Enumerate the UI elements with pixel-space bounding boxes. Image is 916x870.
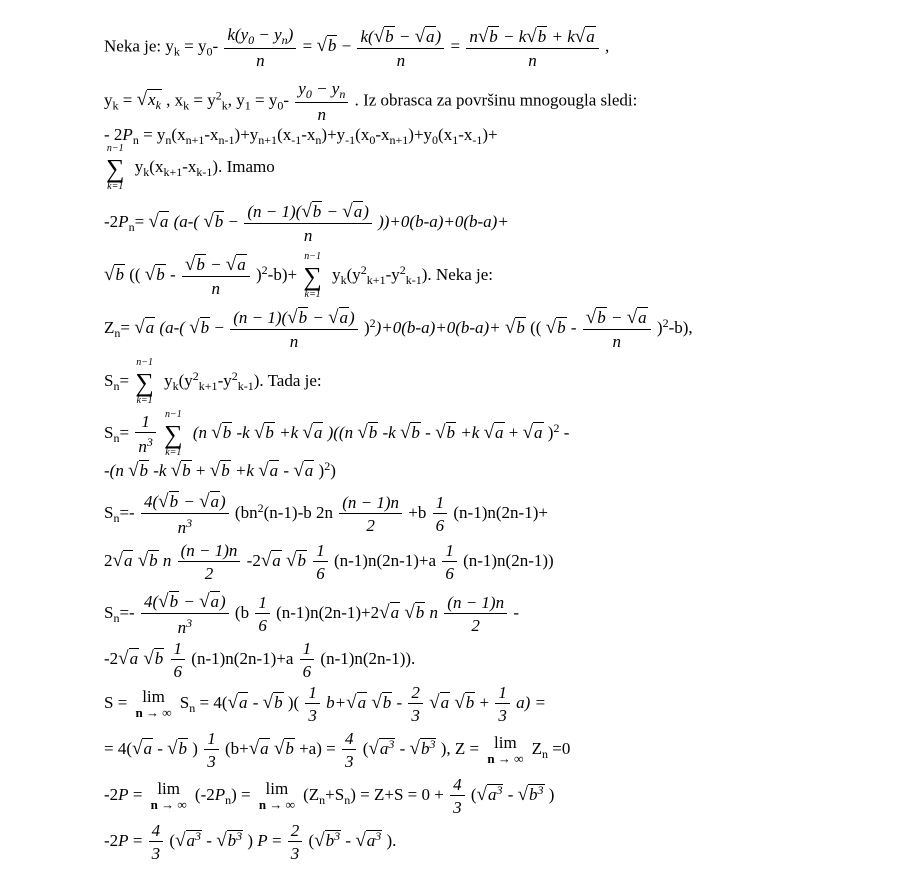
fraction: $\frac{4(√b - √a)}{n^3}$ (141, 592, 229, 636)
limit: lim n → ∞ (487, 732, 524, 767)
fraction: $\frac{(n - 1)n}{2}$ (339, 494, 402, 534)
limit: lim n → ∞ (258, 778, 295, 813)
fraction: $\frac{1}{6}$ (300, 640, 315, 680)
fraction: $\frac{1}{6}$ (313, 542, 328, 582)
sum-symbol: n−1 ∑ k=1 (135, 357, 154, 406)
fraction: $\frac{1}{3}$ (495, 684, 510, 724)
text: = y (179, 36, 207, 56)
fraction: $\frac{1}{3}$ (305, 684, 320, 724)
fraction: $\frac{1}{3}$ (204, 730, 219, 770)
fraction: $\frac{1}{6}$ (442, 542, 457, 582)
fraction: $\frac{k(y_0 - y_n)}{n}$ (224, 26, 296, 69)
sum-symbol: n−1 ∑ k=1 (106, 143, 125, 192)
eq-line-9: $S_n=$ $\frac{1}{n^3}$ n−1 ∑ k=1 (n √b -k √b +k √a )((n √b -k √b - √b +k √a + √a )$^2$ - (104, 409, 570, 458)
eq-line-18: -2P = $\frac{4}{3}$ ($√a^3 - √b^3$ ) P = $\frac{2}{3}$ ($√b^3 - √a^3$ ). (104, 821, 397, 863)
eq-line-11: $S_n=-$ $\frac{4(√b - √a)}{n^3}$ ($bn^2(n-1)-b$ 2n $\frac{(n - 1)n}{2}$ +b $\frac{1}{6}$ (n-1)n(2n-1)+ (104, 491, 548, 537)
eq-line-13: $S_n=-$ $\frac{4(√b - √a)}{n^3}$ (b $\frac{1}{6}$ (n-1)n(2n-1)+2√a √b n $\frac{(n - 1)n}{2}$ - (104, 591, 519, 637)
fraction: $\frac{1}{6}$ (171, 640, 186, 680)
fraction: $\frac{(n - 1)n}{2}$ (178, 542, 241, 582)
fraction: $\frac{(n - 1)(√b - √a)}{n}$ (244, 202, 372, 244)
sqrt-b: √b (316, 35, 337, 57)
fraction: $\frac{2}{3}$ (408, 684, 423, 724)
sum-symbol: n−1 ∑ k=1 (303, 251, 322, 300)
fraction: $\frac{√b - √a}{n}$ (583, 308, 651, 350)
limit: lim n → ∞ (135, 686, 172, 721)
sum-symbol: n−1 ∑ k=1 (164, 409, 183, 458)
fraction: $\frac{(n - 1)n}{2}$ (444, 594, 507, 634)
eq-line-1: Neka je: $y_k = y_0-$ $\frac{k(y_0 - y_n)}{n}$ = √b − $\frac{k(√b - √a)}{n}$ = $\frac{n√b - k√b + k√a}{n}$ , (104, 25, 610, 70)
eq-line-4: n−1 ∑ k=1 $y_k(x_{k+1}-x_{k-1})$. Imamo (106, 143, 275, 192)
sqrt-xk: $√x_k$ (136, 89, 161, 113)
eq-line-16: = 4(√a - √b ) $\frac{1}{3}$ (b+√a √b +a) = $\frac{4}{3}$ ($√a^3 - √b^3$ ), Z = lim n → ∞ $Z_n =0$ (104, 729, 571, 771)
eq-line-15: S = lim n → ∞ $S_n = 4(√a - √b$ )( $\frac{1}{3}$ b+√a √b - $\frac{2}{3}$ √a √b + $\frac{1}{3}$ a) = (104, 683, 547, 725)
eq-line-6: √b (( √b - $\frac{√b - √a}{n}$ )$^2$-b)+ n−1 ∑ k=1 $y_k(y^2_{k+1}-y^2_{k-1})$. Neka je: (104, 251, 494, 300)
fraction: $\frac{1}{n^3}$ (135, 413, 156, 455)
fraction: $\frac{4(√b - √a)}{n^3}$ (141, 492, 229, 536)
fraction: $\frac{(n - 1)(√b - √a)}{n}$ (230, 308, 358, 350)
text: Neka je: y (104, 36, 174, 56)
eq-line-17: -2P = lim n → ∞ $(-2P_n)$ = lim n → ∞ $(Z_n+S_n) = Z+S = 0$ + $\frac{4}{3}$ ($√a^3 - √b^3$ ) (104, 775, 555, 817)
fraction: $\frac{1}{6}$ (255, 594, 270, 634)
eq-line-2: $y_k = √x_k$ , $x_k = y^2_k$, $y_1 = y_0-$ $\frac{y_0 - y_n}{n}$ . Iz obrasca za površinu mnogougla sledi: (104, 79, 638, 124)
eq-line-8: $S_n=$ n−1 ∑ k=1 $y_k(y^2_{k+1}-y^2_{k-1})$. Tada je: (104, 357, 322, 406)
fraction: $\frac{n√b - k√b + k√a}{n}$ (466, 27, 598, 69)
limit: lim n → ∞ (150, 778, 187, 813)
eq-line-7: $Z_n= √a$ (a-( √b − $\frac{(n - 1)(√b - √a)}{n}$ )$^2$)+0(b-a)+0(b-a)+ √b (( √b - $\frac{√b - √a}{n}$ )$^2$-b), (104, 307, 693, 351)
eq-line-5: $-2P_n= √a$ (a-( √b − $\frac{(n - 1)(√b - √a)}{n}$ ))+0(b-a)+0(b-a)+ (104, 201, 509, 245)
fraction: $\frac{√b - √a}{n}$ (182, 255, 250, 297)
eq-line-3: - $2P_n = y_n(x_{n+1}-x_{n-1})+y_{n+1}(x_{-1}-x_n)+y_{-1}(x_0-x_{n+1})+y_0(x_1-x_{-1})+$ (104, 125, 498, 147)
subscript: k (173, 44, 180, 59)
eq-line-14: -2√a √b $\frac{1}{6}$ (n-1)n(2n-1)+a $\frac{1}{6}$ (n-1)n(2n-1)). (104, 639, 416, 681)
eq-line-10: -(n √b -k √b + √b +k √a - √a )$^2$) (104, 459, 336, 481)
subscript: 0 (206, 44, 213, 59)
fraction: $\frac{y_0 - y_n}{n}$ (295, 80, 348, 123)
fraction: $\frac{k(√b - √a)}{n}$ (357, 27, 444, 69)
fraction: $\frac{1}{6}$ (433, 494, 448, 534)
text: - (212, 36, 219, 56)
fraction: $\frac{4}{3}$ (149, 822, 164, 862)
fraction: $\frac{4}{3}$ (450, 776, 465, 816)
eq-line-12: 2√a √b n $\frac{(n - 1)n}{2}$ -2√a √b $\frac{1}{6}$ (n-1)n(2n-1)+a $\frac{1}{6}$ (n-1)n(2n-1)) (104, 541, 554, 583)
fraction: $\frac{4}{3}$ (342, 730, 357, 770)
fraction: $\frac{2}{3}$ (288, 822, 303, 862)
